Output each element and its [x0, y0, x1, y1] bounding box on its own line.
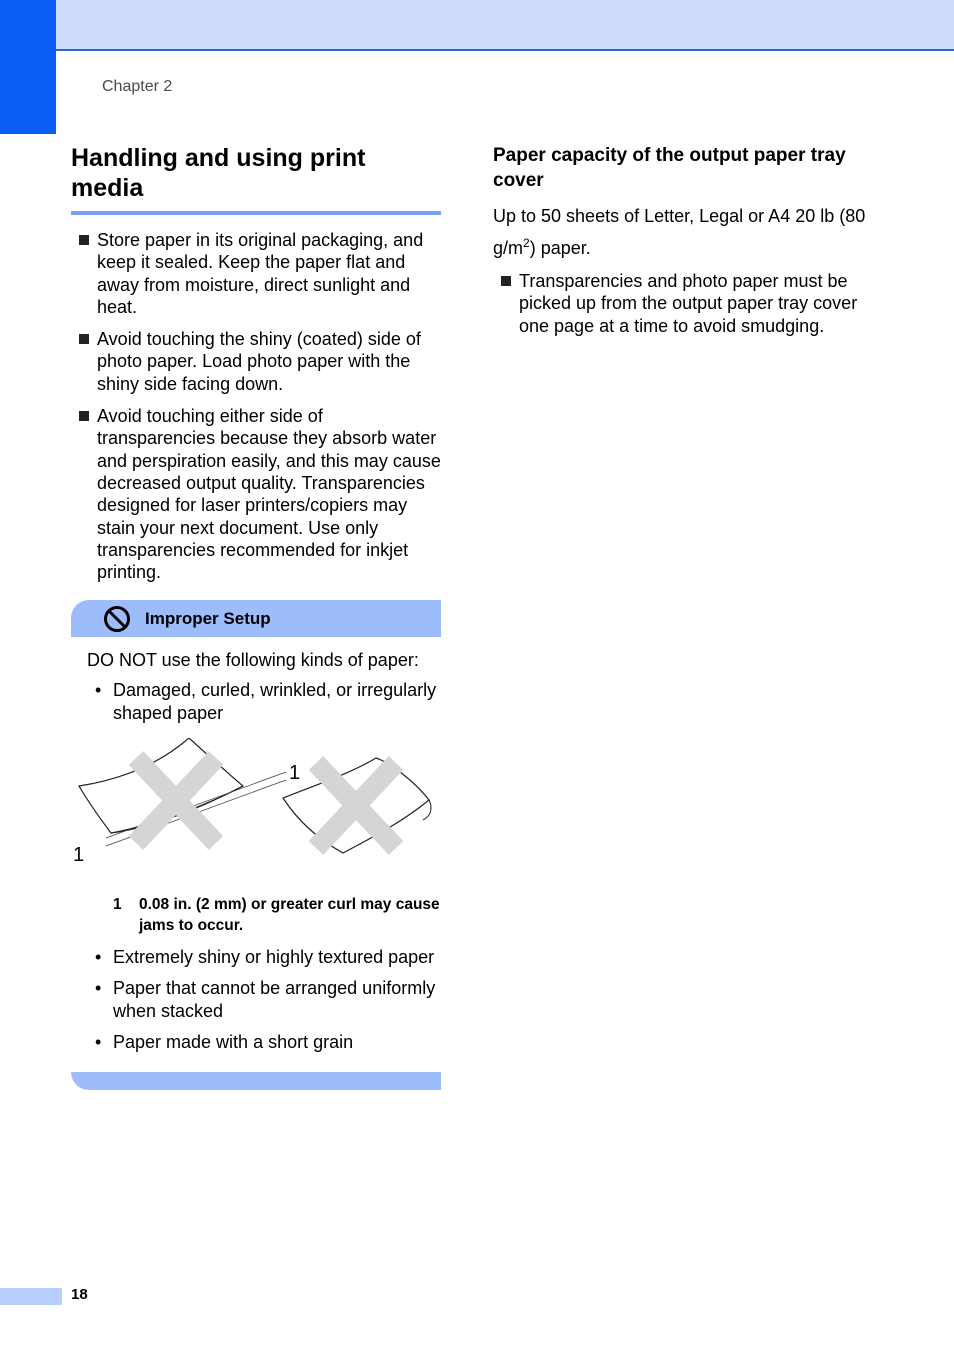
caption-text: 0.08 in. (2 mm) or greater curl may cause jams to occur. — [139, 896, 440, 935]
improper-setup-footer — [71, 1072, 441, 1090]
square-bullet-icon — [79, 235, 89, 245]
bullet-text: Extremely shiny or highly textured paper — [113, 947, 435, 968]
capacity-heading: Paper capacity of the output paper tray cover — [493, 145, 846, 191]
figure-caption — [113, 894, 441, 936]
bullet-text: Transparencies and photo paper must be picked up from the output paper tray cover one page at a time to avoid smudging. — [519, 271, 858, 336]
square-bullet-icon — [501, 276, 511, 286]
list-item — [71, 405, 441, 583]
left-column — [71, 143, 441, 1090]
list-item — [71, 229, 441, 318]
list-item — [87, 1031, 441, 1053]
curled-paper-figure — [71, 738, 441, 878]
capacity-paragraph — [493, 203, 873, 262]
list-item — [87, 946, 441, 968]
square-bullet-icon — [79, 334, 89, 344]
section-title: Handling and using print media — [71, 143, 441, 215]
figure-callout-right: 1 — [289, 762, 301, 785]
list-item — [87, 977, 441, 1022]
handling-bullet-list — [71, 229, 441, 583]
improper-setup-header — [71, 600, 441, 637]
figure-callout-left: 1 — [73, 844, 85, 867]
bullet-text: Avoid touching the shiny (coated) side of photo paper. Load photo paper with the shiny side facing down. — [97, 329, 421, 394]
list-item — [87, 679, 441, 724]
bullet-text: Store paper in its original packaging, and keep it sealed. Keep the paper flat and away from moisture, direct sunlight and heat. — [97, 230, 424, 317]
list-item — [493, 270, 873, 337]
header-band — [0, 0, 954, 51]
warning-intro: DO NOT use the following kinds of paper: — [87, 650, 419, 671]
dot-bullet-icon: • — [95, 947, 102, 968]
prohibited-icon — [103, 605, 131, 633]
dot-bullet-icon: • — [95, 978, 102, 999]
bullet-text: Paper made with a short grain — [113, 1031, 354, 1052]
page-number-tab — [0, 1288, 62, 1305]
square-bullet-icon — [79, 411, 89, 421]
chapter-label: Chapter 2 — [102, 78, 173, 95]
bullet-text: Damaged, curled, wrinkled, or irregularly shaped paper — [113, 680, 437, 723]
page-number: 18 — [71, 1286, 88, 1303]
bad-paper-list-continued — [87, 946, 441, 1053]
capacity-superscript: 2 — [523, 236, 530, 250]
capacity-text-prefix: Up to 50 sheets of Letter, Legal or A4 20 lb (80 g/m — [493, 206, 866, 258]
bullet-text: Avoid touching either side of transparencies because they absorb water and perspiration easily, and this may cause decreased output quality. Transparencies designed for laser printers/copiers may stain your next document. Use only transparencies recommended for inkjet printing. — [97, 406, 441, 583]
capacity-text-suffix: ) paper. — [529, 238, 591, 258]
right-column — [493, 143, 873, 347]
improper-setup-body — [71, 637, 441, 1053]
dot-bullet-icon: • — [95, 1031, 102, 1052]
caption-number: 1 — [113, 896, 122, 914]
chapter-tab-marker — [0, 0, 56, 134]
capacity-bullet-list — [493, 270, 873, 337]
bullet-text: Paper that cannot be arranged uniformly when stacked — [113, 978, 436, 1021]
list-item — [71, 328, 441, 395]
bad-paper-list — [87, 679, 441, 724]
dot-bullet-icon: • — [95, 680, 102, 701]
improper-setup-title: Improper Setup — [145, 609, 271, 629]
curled-paper-illustration — [71, 738, 441, 878]
